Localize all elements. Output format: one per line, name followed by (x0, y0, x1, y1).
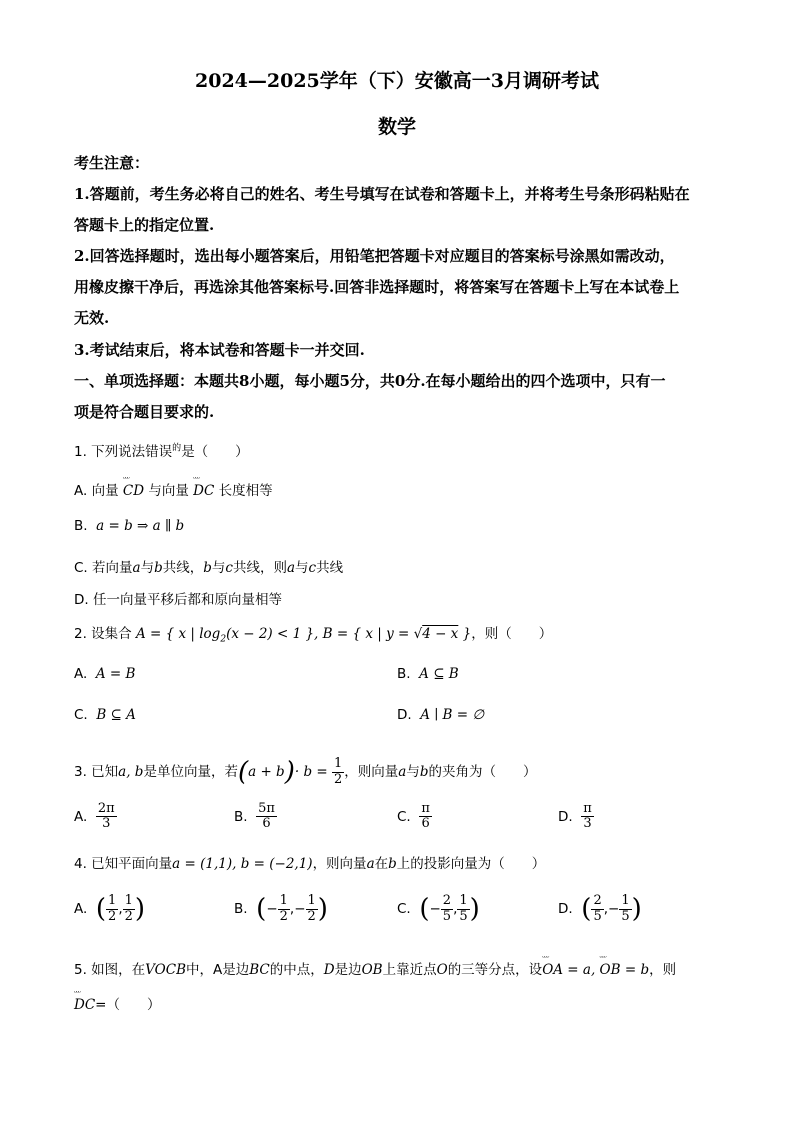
q1-glyph: 的 (172, 443, 182, 454)
q1-c-1: 与 (140, 560, 155, 576)
q2-stem-tail: ，则（ ） (471, 626, 553, 642)
q2-option-b: B. A ⊆ B (397, 666, 459, 682)
question-1-option-d: D. 任一向量平移后都和原向量相等 (74, 592, 282, 608)
q4-stem-4: 上的投影向量为（ ） (396, 856, 546, 872)
q4-stem-text: 4. 已知平面向量 (74, 856, 173, 872)
q3-option-c: C. $\frac{\pi}{6}$ (397, 801, 430, 832)
q1-stem-text: 1. 下列说法错误 (74, 444, 173, 460)
question-1-option-c: C. 若向量a与b共线，b与c共线，则a与c共线 (74, 560, 344, 576)
q1-a-mid: 与向量 (148, 483, 189, 499)
q1-a-tail: 长度相等 (218, 483, 273, 499)
note-line-5: 无效. (74, 309, 110, 327)
q1-a-label: A. 向量 (74, 483, 119, 499)
note-line-4: 用橡皮擦干净后，再选涂其他答案标号.回答非选择题时，将答案写在答题卡上写在本试卷上 (74, 278, 680, 296)
q3-stem-text: 3. 已知 (74, 764, 119, 780)
q4-option-c: C. (− $\frac{2}{5}$ , $\frac{1}{5}$ ) (397, 893, 480, 924)
notes-heading: 考生注意： (74, 154, 150, 172)
q4-option-b: B. (− $\frac{1}{2}$ ,− $\frac{1}{2}$ ) (234, 893, 328, 924)
note-line-6: 3.考试结束后，将本试卷和答题卡一并交回. (74, 341, 365, 359)
q1-b-formula: a = b ⇒ a ∥ b (91, 518, 185, 534)
question-1-option-a (74, 479, 273, 499)
q4-option-a: A. ( $\frac{1}{2}$ , $\frac{1}{2}$ ) (74, 893, 146, 924)
q4-option-d: D. ( $\frac{2}{5}$ ,− $\frac{1}{5}$ ) (558, 893, 642, 924)
section-heading-line-2: 项是符合题目要求的. (74, 403, 215, 421)
q3-stem-5: 的夹角为（ ） (428, 764, 537, 780)
q1-c-6: 共线 (316, 560, 344, 576)
q4-stem-3: 在 (374, 856, 389, 872)
q2-option-a: A. A = B (74, 666, 136, 682)
q5-line2-tail: =（ ） (95, 997, 161, 1013)
vector-cd: ᵕᵕᵕ CD (123, 483, 144, 499)
question-1-stem (74, 440, 249, 460)
q5-stem-text: 5. 如图，在 (74, 962, 146, 978)
q5-stem-3: 的中点， (269, 962, 324, 978)
q5-stem-2: 中，A是边 (186, 962, 250, 978)
q1-c-3: 与 (211, 560, 226, 576)
q1-c-4: 共线，则 (232, 560, 287, 576)
q2-option-d: D. A ∣ B = ∅ (397, 707, 485, 723)
q1-c-5: 与 (295, 560, 309, 576)
q3-stem-2: 是单位向量，若 (143, 764, 238, 780)
q5-stem-5: 上靠近点 (382, 962, 437, 978)
q3-fraction: $\frac{1}{2}$ (333, 756, 343, 787)
q5-stem-7: ，则 (649, 962, 677, 978)
q1-stem-tail: 是（ ） (181, 444, 249, 460)
note-line-2: 答题卡上的指定位置. (74, 216, 215, 234)
q1-c-2: 共线， (162, 560, 204, 576)
vector-dc: ᵕᵕᵕ DC (193, 483, 214, 499)
vector-dc-q5: ᵕᵕᵕ DC (74, 997, 95, 1013)
q1-c-label: C. 若向量 (74, 560, 133, 576)
note-line-3: 2.回答选择题时，选出每小题答案后，用铅笔把答题卡对应题目的答案标号涂黑如需改动， (74, 247, 675, 265)
q2-stem-text: 2. 设集合 (74, 626, 132, 642)
subject-title: 数学 (377, 116, 416, 138)
q1-b-label: B. (74, 518, 88, 534)
section-heading-line-1: 一、单项选择题：本题共8小题，每小题5分，共0分.在每小题给出的四个选项中，只有一 (74, 372, 666, 390)
exam-title: 2024—2025学年（下）安徽高一3月调研考试 (195, 70, 599, 92)
q3-option-b: B. $\frac{5\pi}{6}$ (234, 801, 275, 832)
question-5-stem: 5. 如图，在VOCB中，A是边BC的中点，D是边OB上靠近点O的三等分点，设ᵕᵕᵕ OA = a, ᵕᵕᵕ OB = b，则 (74, 958, 676, 978)
q3-option-d: D. $\frac{\pi}{3}$ (558, 801, 592, 832)
q2-set-formula: A = { x | $\log_2(x - 2) < 1$ }, B = { x | y = √4 − x } (135, 626, 472, 645)
question-1-option-b (74, 518, 184, 534)
q3-option-a: A. $\frac{2\pi}{3}$ (74, 801, 115, 832)
question-2-stem (74, 622, 552, 645)
q5-stem-4: 是边 (334, 962, 362, 978)
q5-stem-6: 的三等分点，设 (447, 962, 543, 978)
q4-stem-2: ，则向量 (312, 856, 367, 872)
q3-stem-4: 与 (406, 764, 420, 780)
note-line-1: 1.答题前，考生务必将自己的姓名、考生号填写在试卷和答题卡上，并将考生号条形码粘贴在 (74, 185, 690, 203)
question-4-stem: 4. 已知平面向量a = (1,1), b = (−2,1)，则向量a在b上的投影向量为（ ） (74, 856, 546, 872)
q2-option-c: C. B ⊆ A (74, 707, 136, 723)
question-5-line-2 (74, 993, 160, 1013)
question-3-stem: 3. 已知a, b是单位向量，若(a + b)· b = $\frac{1}{2}$ ，则向量a与b的夹角为（ ） (74, 756, 537, 787)
q3-stem-3: ，则向量 (344, 764, 399, 780)
